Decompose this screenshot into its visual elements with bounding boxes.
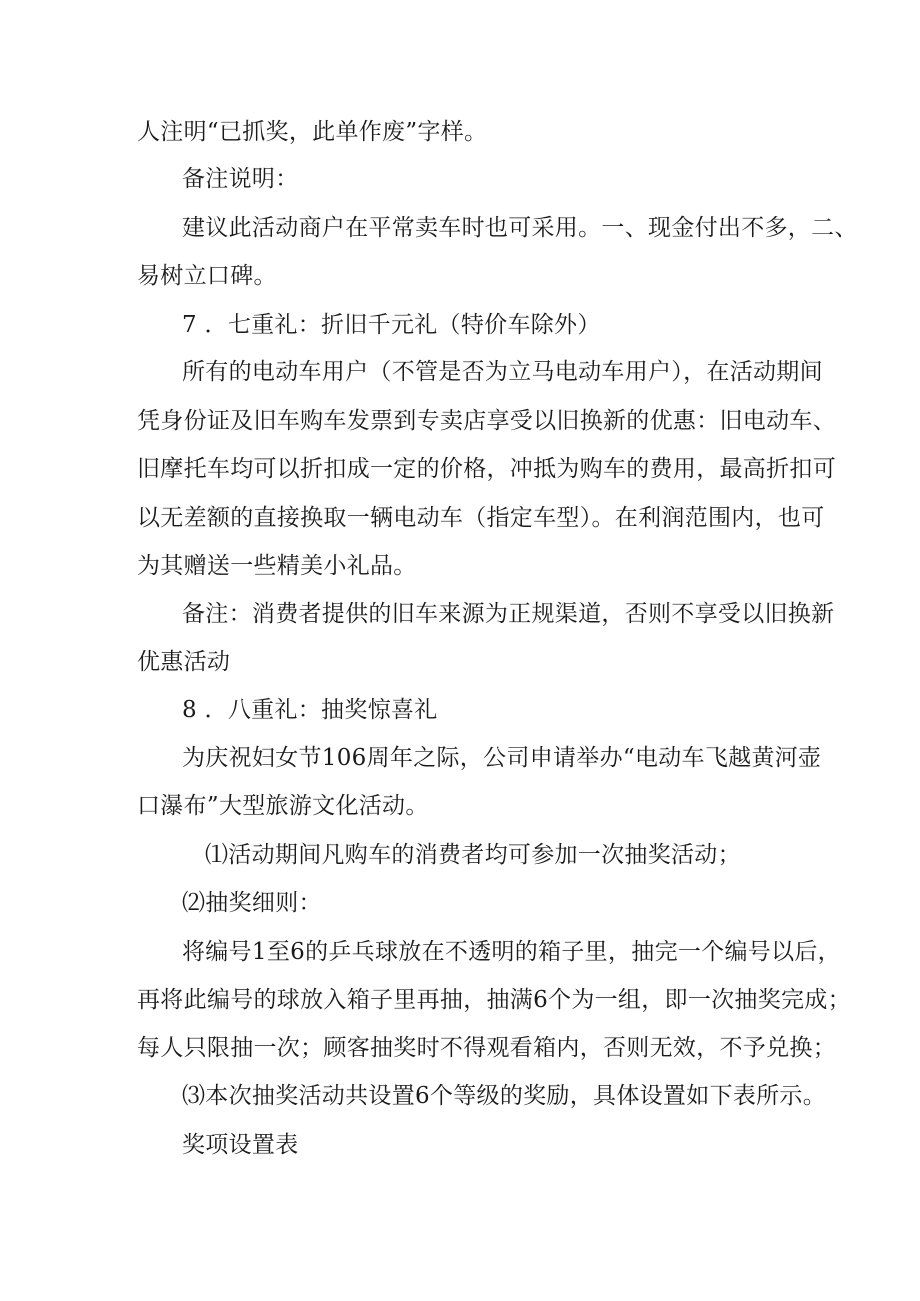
list-item: ⑴活动期间凡购车的消费者均可参加一次抽奖活动； [205,842,741,868]
text-line: 以无差额的直接换取一辆电动车（指定车型）。在利润范围内，也可 [137,505,825,531]
text-line: 易树立口碑。 [137,263,277,289]
text-line: 每人只限抽一次；顾客抽奖时不得观看箱内，否则无效，不予兑换； [137,1035,836,1061]
text-line: 备注说明： [182,166,299,192]
section-heading: 8 ．八重礼：抽奖惊喜礼 [182,697,438,723]
text-line: 备注：消费者提供的旧车来源为正规渠道，否则不享受以旧换新 [182,601,835,627]
text-line: 人注明“已抓奖，此单作废”字样。 [137,119,488,145]
text-line: 再将此编号的球放入箱子里再抽，抽满6个为一组，即一次抽奖完成； [137,987,851,1013]
text-line: 优惠活动 [137,649,231,675]
text-line: 凭身份证及旧车购车发票到专卖店享受以旧换新的优惠：旧电动车、 [137,408,836,434]
list-item: ⑶本次抽奖活动共设置6个等级的奖励，具体设置如下表所示。 [182,1083,827,1109]
table-caption: 奖项设置表 [182,1132,299,1158]
text-line: 为庆祝妇女节106周年之际，公司申请举办“电动车飞越黄河壶 [182,745,822,771]
text-line: 口瀑布”大型旅游文化活动。 [137,793,429,819]
list-item: ⑵抽奖细则： [182,890,322,916]
text-line: 为其赠送一些精美小礼品。 [137,553,417,579]
text-line: 旧摩托车均可以折扣成一定的价格，冲抵为购车的费用，最高折扣可 [137,456,836,482]
text-line: 建议此活动商户在平常卖车时也可采用。一、现金付出不多，二、 [182,215,858,241]
text-line: 将编号1至6的乒乓球放在不透明的箱子里，抽完一个编号以后， [182,939,841,965]
section-heading: 7 ．七重礼：折旧千元礼（特价车除外） [182,312,601,338]
text-line: 所有的电动车用户（不管是否为立马电动车用户），在活动期间 [182,359,823,385]
